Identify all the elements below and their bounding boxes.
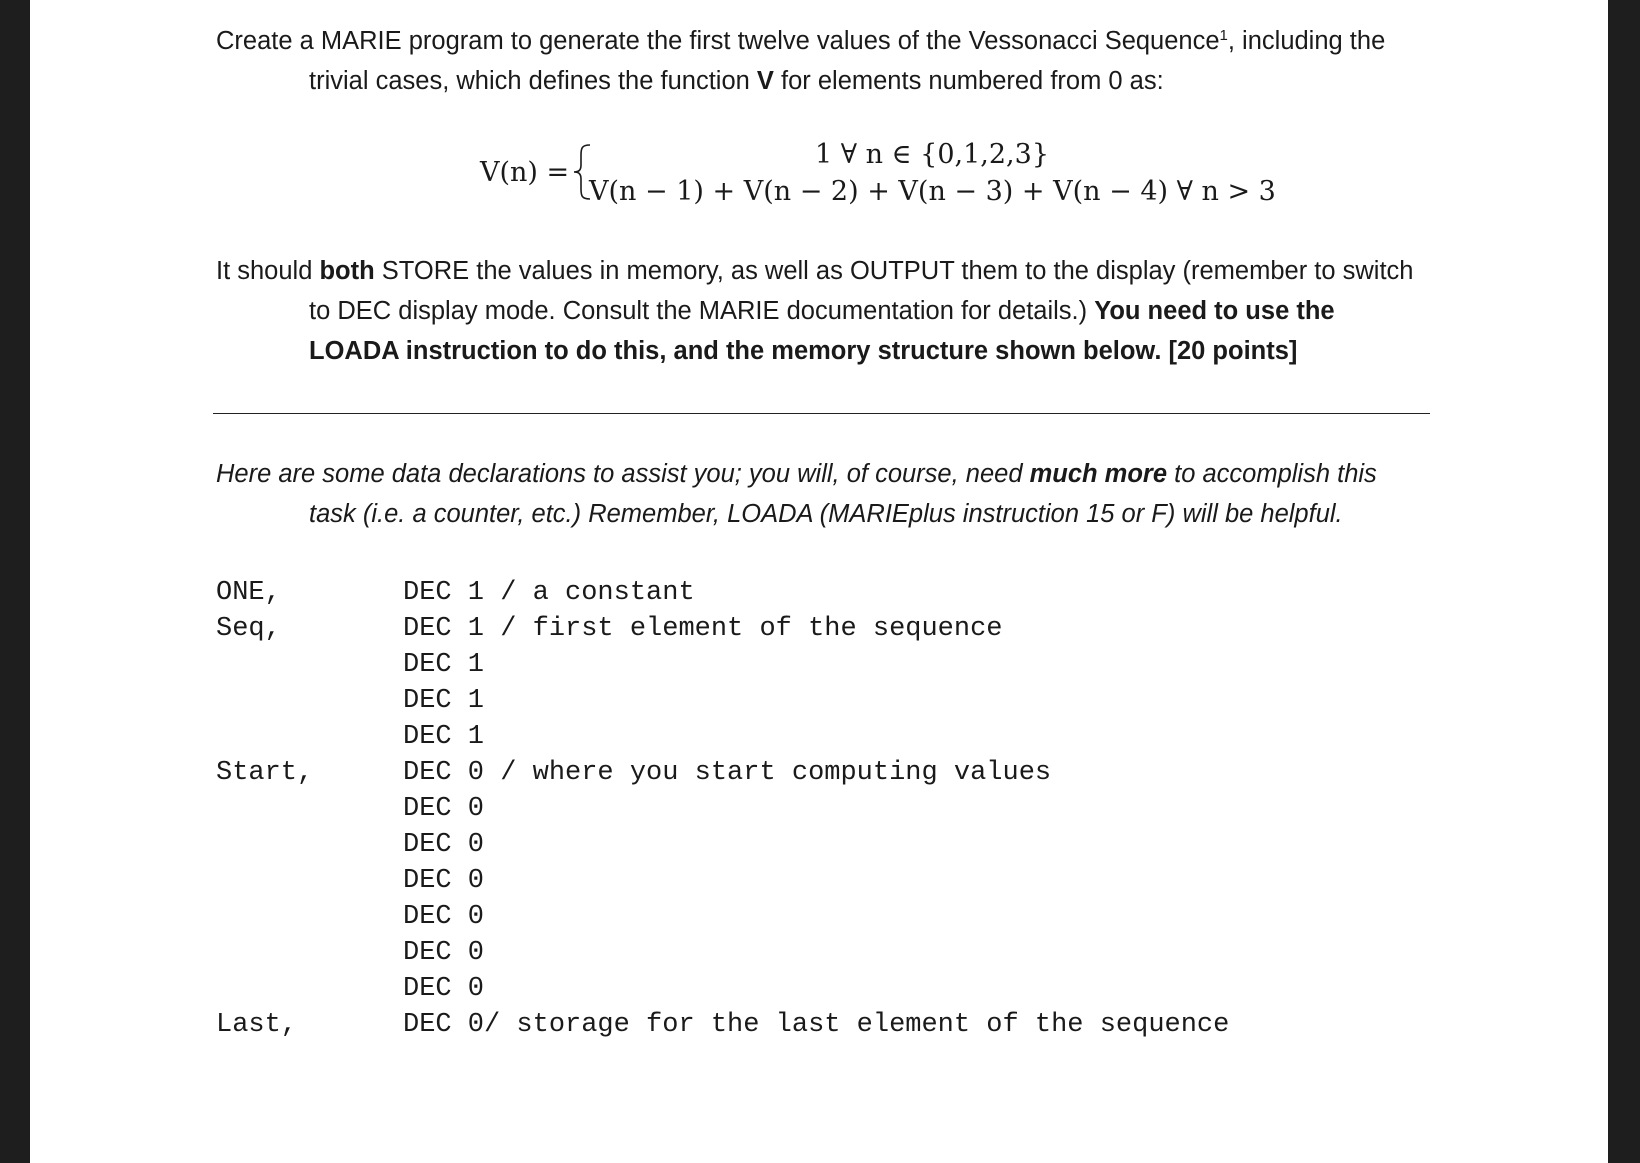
hints-text: to accomplish this [1167, 460, 1377, 488]
code-instruction: DEC 1 [403, 722, 485, 752]
emphasis-text: both [319, 257, 375, 285]
code-label: Start, [216, 758, 314, 788]
intro-text: Create a MARIE program to generate the first twelve values of the Vessonacci Sequence [216, 27, 1220, 55]
formula-case-2: V(n − 1) + V(n − 2) + V(n − 3) + V(n − 4) ∀ n > 3 [589, 176, 1276, 207]
formula-case-1: 1 ∀ n ∈ {0,1,2,3} [815, 139, 1049, 170]
instructions-text: STORE the values in memory, as well as OUTPUT them to the display (remember to switch [374, 257, 1414, 285]
emphasis-text: much more [1029, 460, 1168, 488]
code-instruction: DEC 0 [403, 974, 485, 1004]
footnote-mark: 1 [1219, 27, 1228, 44]
intro-text: , including the [1227, 27, 1386, 55]
function-name: V [756, 67, 774, 95]
code-instruction: DEC 0 / where you start computing values [403, 758, 1052, 788]
hints-text: task (i.e. a counter, etc.) Remember, LOADA (MARIEplus instruction 15 or F) will be helpful. [309, 500, 1343, 528]
document-page [30, 0, 1608, 1163]
code-instruction: DEC 1 [403, 686, 485, 716]
instructions-text: to DEC display mode. Consult the MARIE documentation for details.) [309, 297, 1095, 325]
code-instruction: DEC 0 [403, 938, 485, 968]
code-instruction: DEC 0 [403, 794, 485, 824]
code-label: Last, [216, 1010, 298, 1040]
emphasis-text: LOADA instruction to do this, and the memory structure shown below. [20 points] [309, 337, 1298, 365]
emphasis-text: You need to use the [1094, 297, 1335, 325]
code-label: Seq, [216, 614, 281, 644]
instructions-paragraph [216, 251, 1466, 371]
code-instruction: DEC 1 / first element of the sequence [403, 614, 1003, 644]
horizontal-divider [213, 413, 1430, 414]
instructions-text: It should [216, 257, 320, 285]
hints-paragraph [216, 454, 1466, 534]
code-instruction: DEC 1 [403, 650, 485, 680]
intro-paragraph [216, 21, 1466, 101]
code-instruction: DEC 0 [403, 866, 485, 896]
intro-text: for elements numbered from 0 as: [773, 67, 1164, 95]
hints-text: Here are some data declarations to assist you; you will, of course, need [216, 460, 1030, 488]
code-instruction: DEC 1 / a constant [403, 578, 695, 608]
code-instruction: DEC 0 [403, 830, 485, 860]
formula-lhs: V(n) = [480, 157, 570, 188]
code-instruction: DEC 0/ storage for the last element of the sequence [403, 1010, 1230, 1040]
intro-text: trivial cases, which defines the function [309, 67, 757, 95]
code-label: ONE, [216, 578, 281, 608]
code-instruction: DEC 0 [403, 902, 485, 932]
